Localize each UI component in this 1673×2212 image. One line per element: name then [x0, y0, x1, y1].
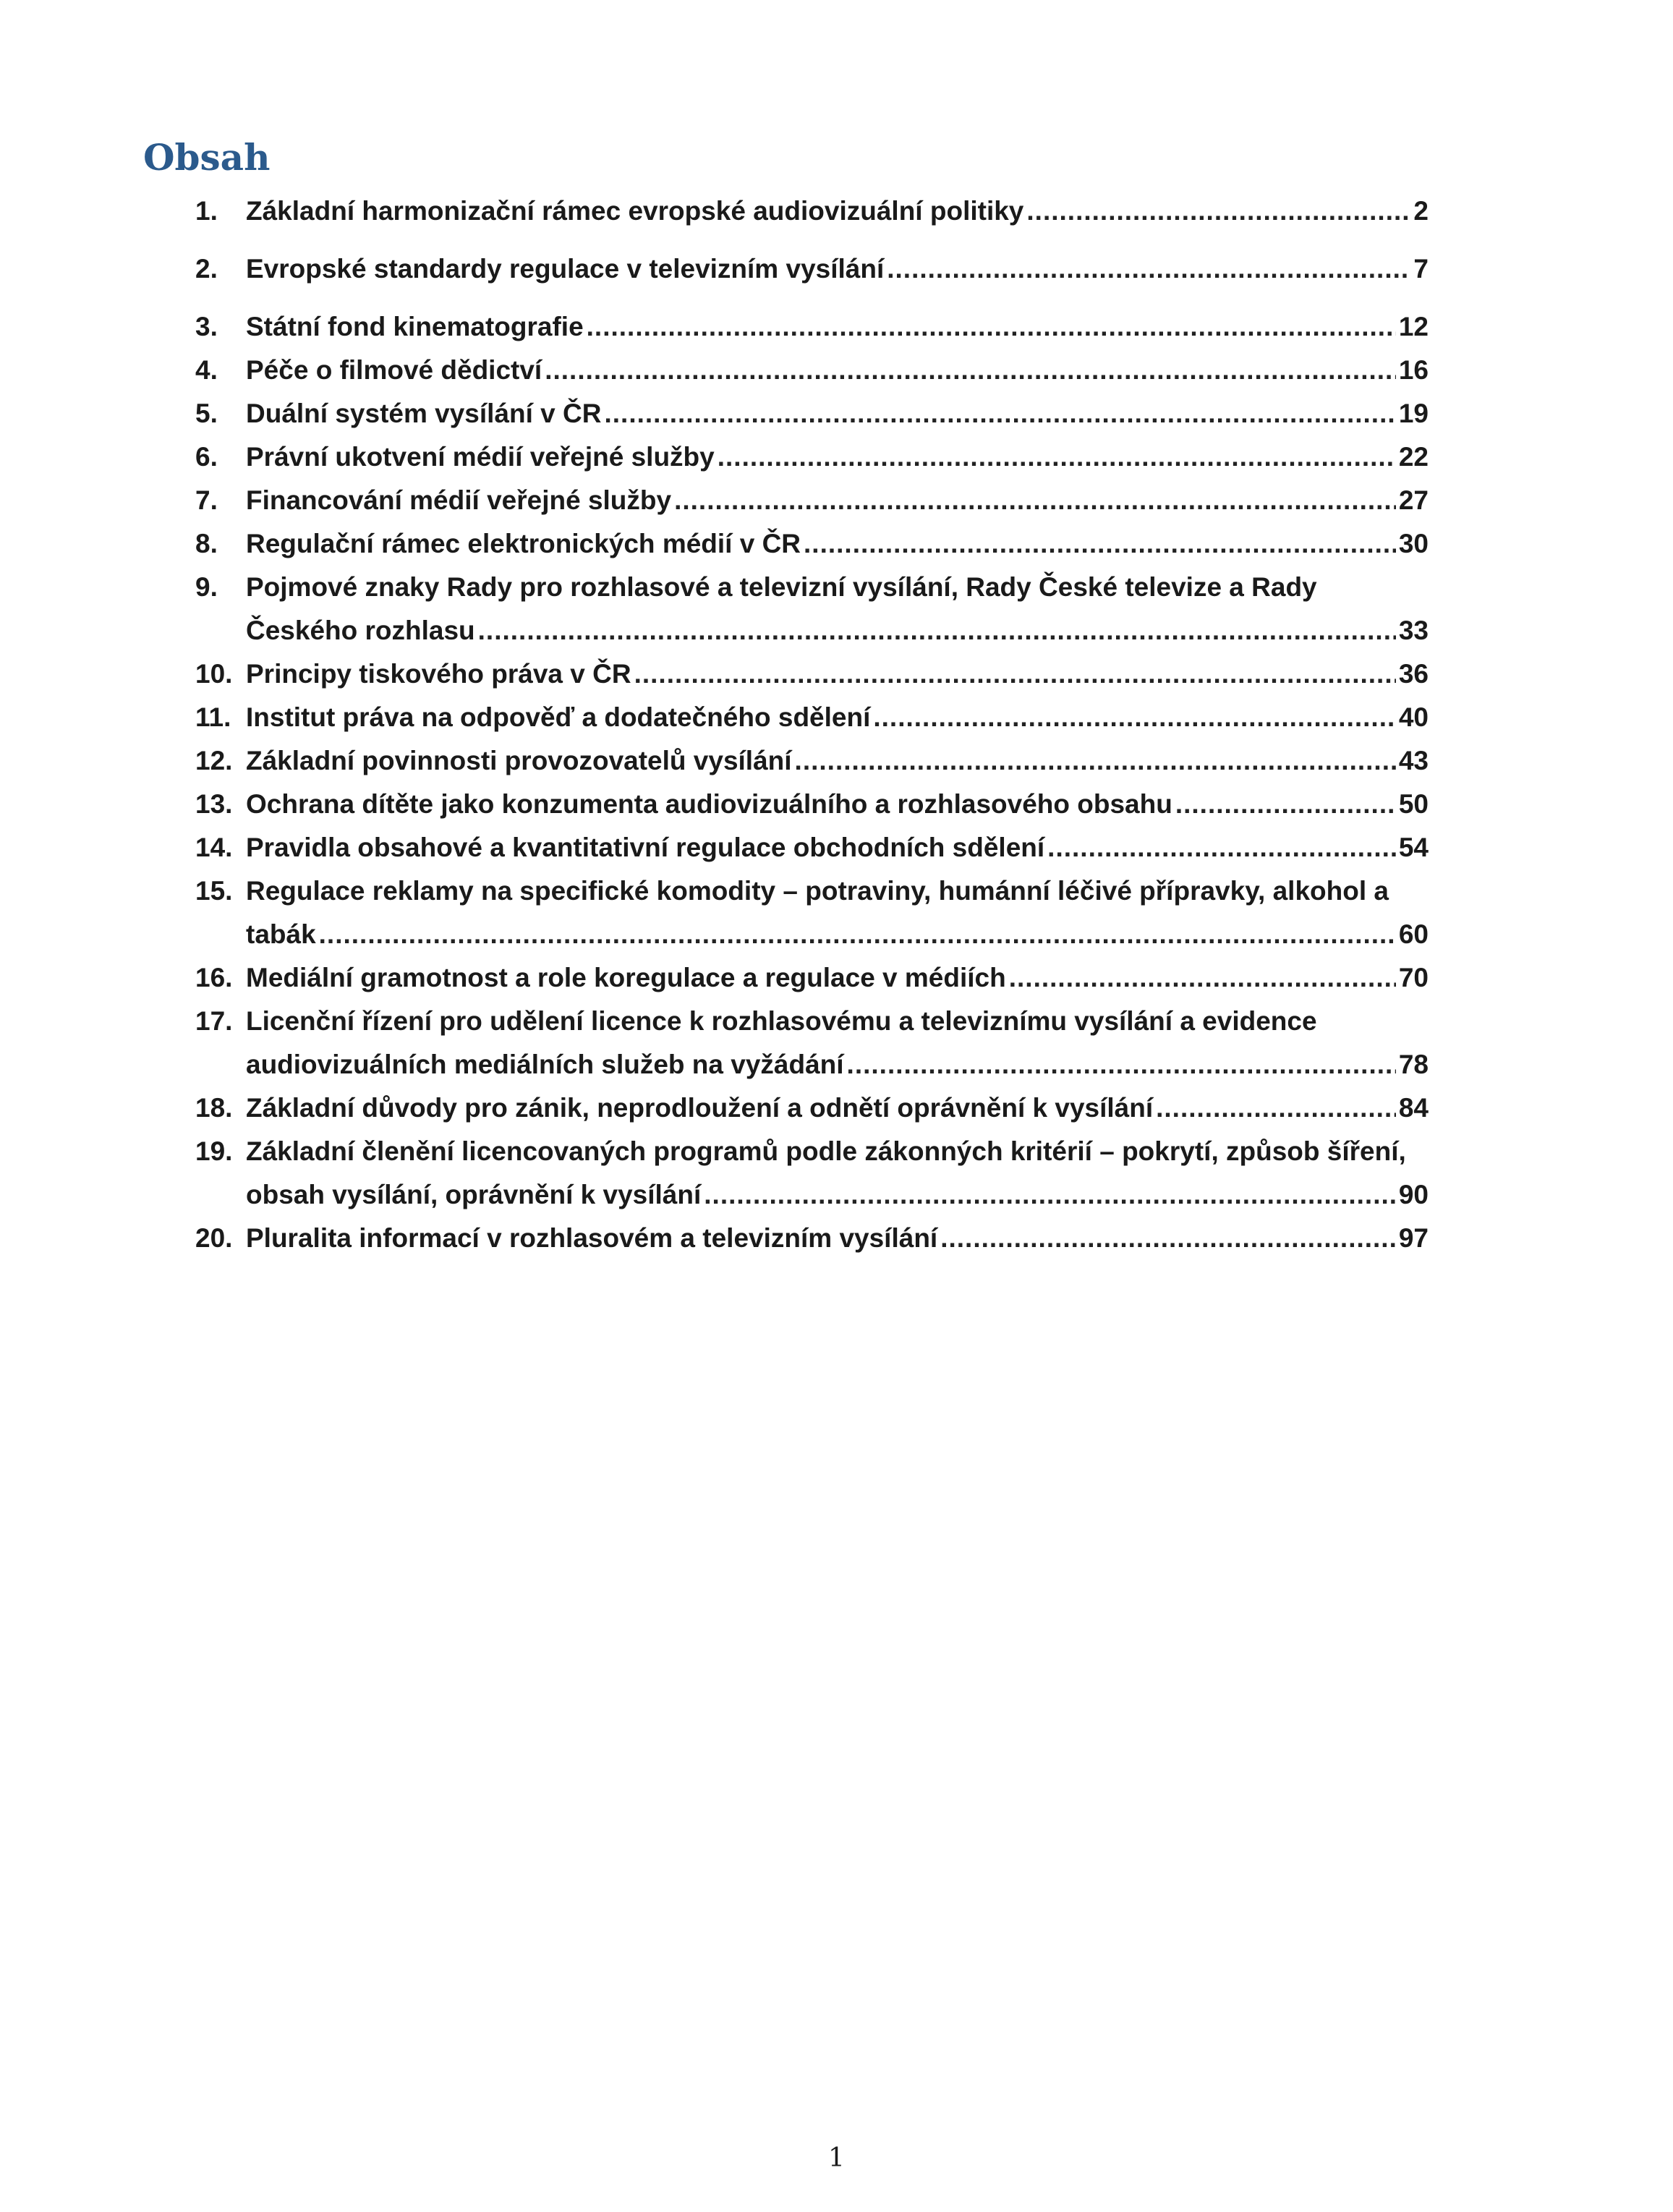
toc-entry-title: Principy tiskového práva v ČR	[246, 659, 631, 689]
toc-entry-page: 33	[1398, 616, 1429, 645]
toc-entry-title: Základní povinnosti provozovatelů vysílání	[246, 746, 792, 775]
toc-entry-number: 7.	[195, 485, 218, 515]
toc-entry[interactable]	[195, 826, 1429, 869]
toc-entry-body	[246, 435, 1429, 479]
toc-entry-body	[246, 305, 1429, 349]
toc-entry-line	[246, 1130, 1429, 1173]
toc-entry-title: Státní fond kinematografie	[246, 312, 584, 341]
toc-entry[interactable]	[195, 479, 1429, 522]
toc-entry-title: audiovizuálních mediálních služeb na vyžádání	[246, 1050, 844, 1079]
toc-entry-number: 19.	[195, 1136, 233, 1166]
toc-entry-page: 54	[1398, 833, 1429, 862]
toc-entry-line	[246, 739, 1429, 783]
toc-entry-body	[246, 1086, 1429, 1130]
toc-entry-number: 5.	[195, 399, 218, 428]
toc-entry-page: 78	[1398, 1050, 1429, 1079]
toc-entry-title: Mediální gramotnost a role koregulace a regulace v médiích	[246, 963, 1006, 992]
toc-entry-number: 16.	[195, 963, 233, 992]
toc-entry-line	[246, 652, 1429, 696]
toc-entry-page: 12	[1398, 312, 1429, 341]
toc-entry[interactable]	[195, 190, 1429, 233]
toc-dot-leader	[804, 522, 1396, 566]
toc-entry-page: 40	[1398, 702, 1429, 732]
toc-entry-page: 22	[1398, 442, 1429, 472]
toc-dot-leader	[1156, 1086, 1396, 1130]
toc-dot-leader	[1047, 826, 1396, 869]
toc-entry-line	[246, 826, 1429, 869]
toc-entry-body	[246, 783, 1429, 826]
toc-entry-title: Regulační rámec elektronických médií v ČR	[246, 529, 801, 558]
toc-dot-leader	[887, 247, 1410, 291]
toc-entry-number: 17.	[195, 1006, 233, 1036]
toc-entry-title: Péče o filmové dědictví	[246, 355, 542, 385]
toc-entry-line	[246, 435, 1429, 479]
toc-dot-leader	[847, 1043, 1396, 1086]
toc-entry[interactable]	[195, 783, 1429, 826]
toc-entry-line	[246, 1217, 1429, 1260]
toc-entry-number: 1.	[195, 196, 218, 226]
toc-entry-page: 2	[1413, 196, 1429, 226]
toc-entry-body	[246, 190, 1429, 233]
toc-entry-page: 97	[1398, 1223, 1429, 1253]
toc-entry-number: 14.	[195, 833, 233, 862]
toc-entry-title: Základní členění licencovaných programů podle zákonných kritérií – pokrytí, způsob šíření,	[246, 1136, 1406, 1166]
toc-entry-number: 13.	[195, 789, 233, 819]
toc-entry-title: Regulace reklamy na specifické komodity – potraviny, humánní léčivé přípravky, alkohol a	[246, 876, 1389, 906]
toc-entry-page: 70	[1398, 963, 1429, 992]
toc-dot-leader	[674, 479, 1396, 522]
toc-entry[interactable]	[195, 247, 1429, 291]
toc-entry-number: 18.	[195, 1093, 233, 1123]
toc-entry-line	[246, 190, 1429, 233]
toc-entry-page: 60	[1398, 919, 1429, 949]
toc-dot-leader	[940, 1217, 1396, 1260]
toc-entry-line	[246, 479, 1429, 522]
toc-entry-line	[246, 392, 1429, 435]
toc-entry[interactable]	[195, 392, 1429, 435]
toc-entry-line	[246, 869, 1429, 913]
toc-entry-body	[246, 392, 1429, 435]
toc-entry-title: obsah vysílání, oprávnění k vysílání	[246, 1180, 702, 1209]
toc-entry-line	[246, 1000, 1429, 1043]
toc-heading: Obsah	[143, 136, 271, 179]
toc-entry-number: 9.	[195, 572, 218, 602]
toc-entry-page: 30	[1398, 529, 1429, 558]
toc-entry-title: Právní ukotvení médií veřejné služby	[246, 442, 715, 472]
toc-entry-page: 36	[1398, 659, 1429, 689]
toc-dot-leader	[587, 305, 1396, 349]
toc-entry[interactable]	[195, 566, 1429, 652]
toc-entry-body	[246, 1130, 1429, 1217]
toc-entry-title: Základní důvody pro zánik, neprodloužení a odnětí oprávnění k vysílání	[246, 1093, 1154, 1123]
toc-entry-line	[246, 609, 1429, 652]
toc-entry-title: Pravidla obsahové a kvantitativní regulace obchodních sdělení	[246, 833, 1045, 862]
toc-dot-leader	[545, 349, 1396, 392]
toc-entry-title: Pojmové znaky Rady pro rozhlasové a televizní vysílání, Rady České televize a Rady	[246, 572, 1317, 602]
toc-dot-leader	[718, 435, 1396, 479]
toc-entry-body	[246, 479, 1429, 522]
toc-entry-title: Evropské standardy regulace v televizním vysílání	[246, 254, 885, 284]
toc-entry-line	[246, 566, 1429, 609]
toc-entry-line	[246, 783, 1429, 826]
toc-entry[interactable]	[195, 956, 1429, 1000]
toc-dot-leader	[795, 739, 1396, 783]
toc-entry-title: Financování médií veřejné služby	[246, 485, 672, 515]
toc-entry-line	[246, 1173, 1429, 1217]
toc-entry-line	[246, 522, 1429, 566]
toc-entry[interactable]	[195, 435, 1429, 479]
toc-dot-leader	[478, 609, 1396, 652]
toc-dot-leader	[704, 1173, 1396, 1217]
toc-entry-number: 15.	[195, 876, 233, 906]
toc-entry-number: 4.	[195, 355, 218, 385]
toc-entry-page: 43	[1398, 746, 1429, 775]
toc-entry-number: 8.	[195, 529, 218, 558]
toc-entry-title: Duální systém vysílání v ČR	[246, 399, 602, 428]
toc-entry-body	[246, 247, 1429, 291]
toc-entry-number: 12.	[195, 746, 233, 775]
toc-entry-body	[246, 739, 1429, 783]
toc-entry-body	[246, 652, 1429, 696]
toc-entry-line	[246, 349, 1429, 392]
toc-entry[interactable]	[195, 696, 1429, 739]
page-number: 1	[828, 2143, 845, 2173]
toc-entry[interactable]	[195, 1217, 1429, 1260]
toc-entry-page: 19	[1398, 399, 1429, 428]
toc-entry-page: 27	[1398, 485, 1429, 515]
toc-dot-leader	[1009, 956, 1396, 1000]
toc-entry-body	[246, 566, 1429, 652]
toc-entry-body	[246, 1217, 1429, 1260]
toc-entry-page: 7	[1413, 254, 1429, 284]
toc-entry-page: 90	[1398, 1180, 1429, 1209]
toc-dot-leader	[873, 696, 1395, 739]
toc-entry[interactable]	[195, 1130, 1429, 1217]
toc-entry-page: 84	[1398, 1093, 1429, 1123]
toc-entry-body	[246, 956, 1429, 1000]
toc-entry[interactable]	[195, 869, 1429, 956]
toc-entry-line	[246, 956, 1429, 1000]
toc-entry-page: 16	[1398, 355, 1429, 385]
toc-dot-leader	[604, 392, 1395, 435]
toc-dot-leader	[634, 652, 1396, 696]
toc-entry-title: Ochrana dítěte jako konzumenta audiovizuálního a rozhlasového obsahu	[246, 789, 1172, 819]
toc-entry-title: Českého rozhlasu	[246, 616, 475, 645]
toc-entry-body	[246, 696, 1429, 739]
toc-entry-body	[246, 869, 1429, 956]
toc-entry-title: tabák	[246, 919, 316, 949]
toc-entry[interactable]	[195, 522, 1429, 566]
toc-entry-line	[246, 1043, 1429, 1086]
toc-entry-number: 3.	[195, 312, 218, 341]
toc-entry-title: Základní harmonizační rámec evropské audiovizuální politiky	[246, 196, 1024, 226]
toc-dot-leader	[319, 913, 1396, 956]
toc-entry[interactable]	[195, 652, 1429, 696]
table-of-contents	[195, 190, 1429, 1260]
toc-entry-line	[246, 305, 1429, 349]
toc-entry-body	[246, 1000, 1429, 1086]
toc-entry-number: 11.	[195, 702, 231, 732]
toc-entry[interactable]	[195, 1000, 1429, 1086]
toc-entry-number: 10.	[195, 659, 233, 689]
toc-entry[interactable]	[195, 1086, 1429, 1130]
toc-entry-line	[246, 913, 1429, 956]
toc-dot-leader	[1026, 190, 1410, 233]
toc-entry-number: 2.	[195, 254, 218, 284]
toc-entry-title: Licenční řízení pro udělení licence k rozhlasovému a televiznímu vysílání a evidence	[246, 1006, 1317, 1036]
toc-entry-line	[246, 1086, 1429, 1130]
toc-entry-body	[246, 522, 1429, 566]
toc-entry-page: 50	[1398, 789, 1429, 819]
toc-entry[interactable]	[195, 349, 1429, 392]
toc-entry-number: 6.	[195, 442, 218, 472]
toc-entry-body	[246, 826, 1429, 869]
toc-entry-line	[246, 696, 1429, 739]
toc-entry-title: Institut práva na odpověď a dodatečného sdělení	[246, 702, 871, 732]
toc-entry-line	[246, 247, 1429, 291]
toc-entry[interactable]	[195, 739, 1429, 783]
toc-entry-title: Pluralita informací v rozhlasovém a televizním vysílání	[246, 1223, 938, 1253]
toc-dot-leader	[1175, 783, 1396, 826]
toc-entry[interactable]	[195, 305, 1429, 349]
toc-entry-body	[246, 349, 1429, 392]
toc-entry-number: 20.	[195, 1223, 233, 1253]
